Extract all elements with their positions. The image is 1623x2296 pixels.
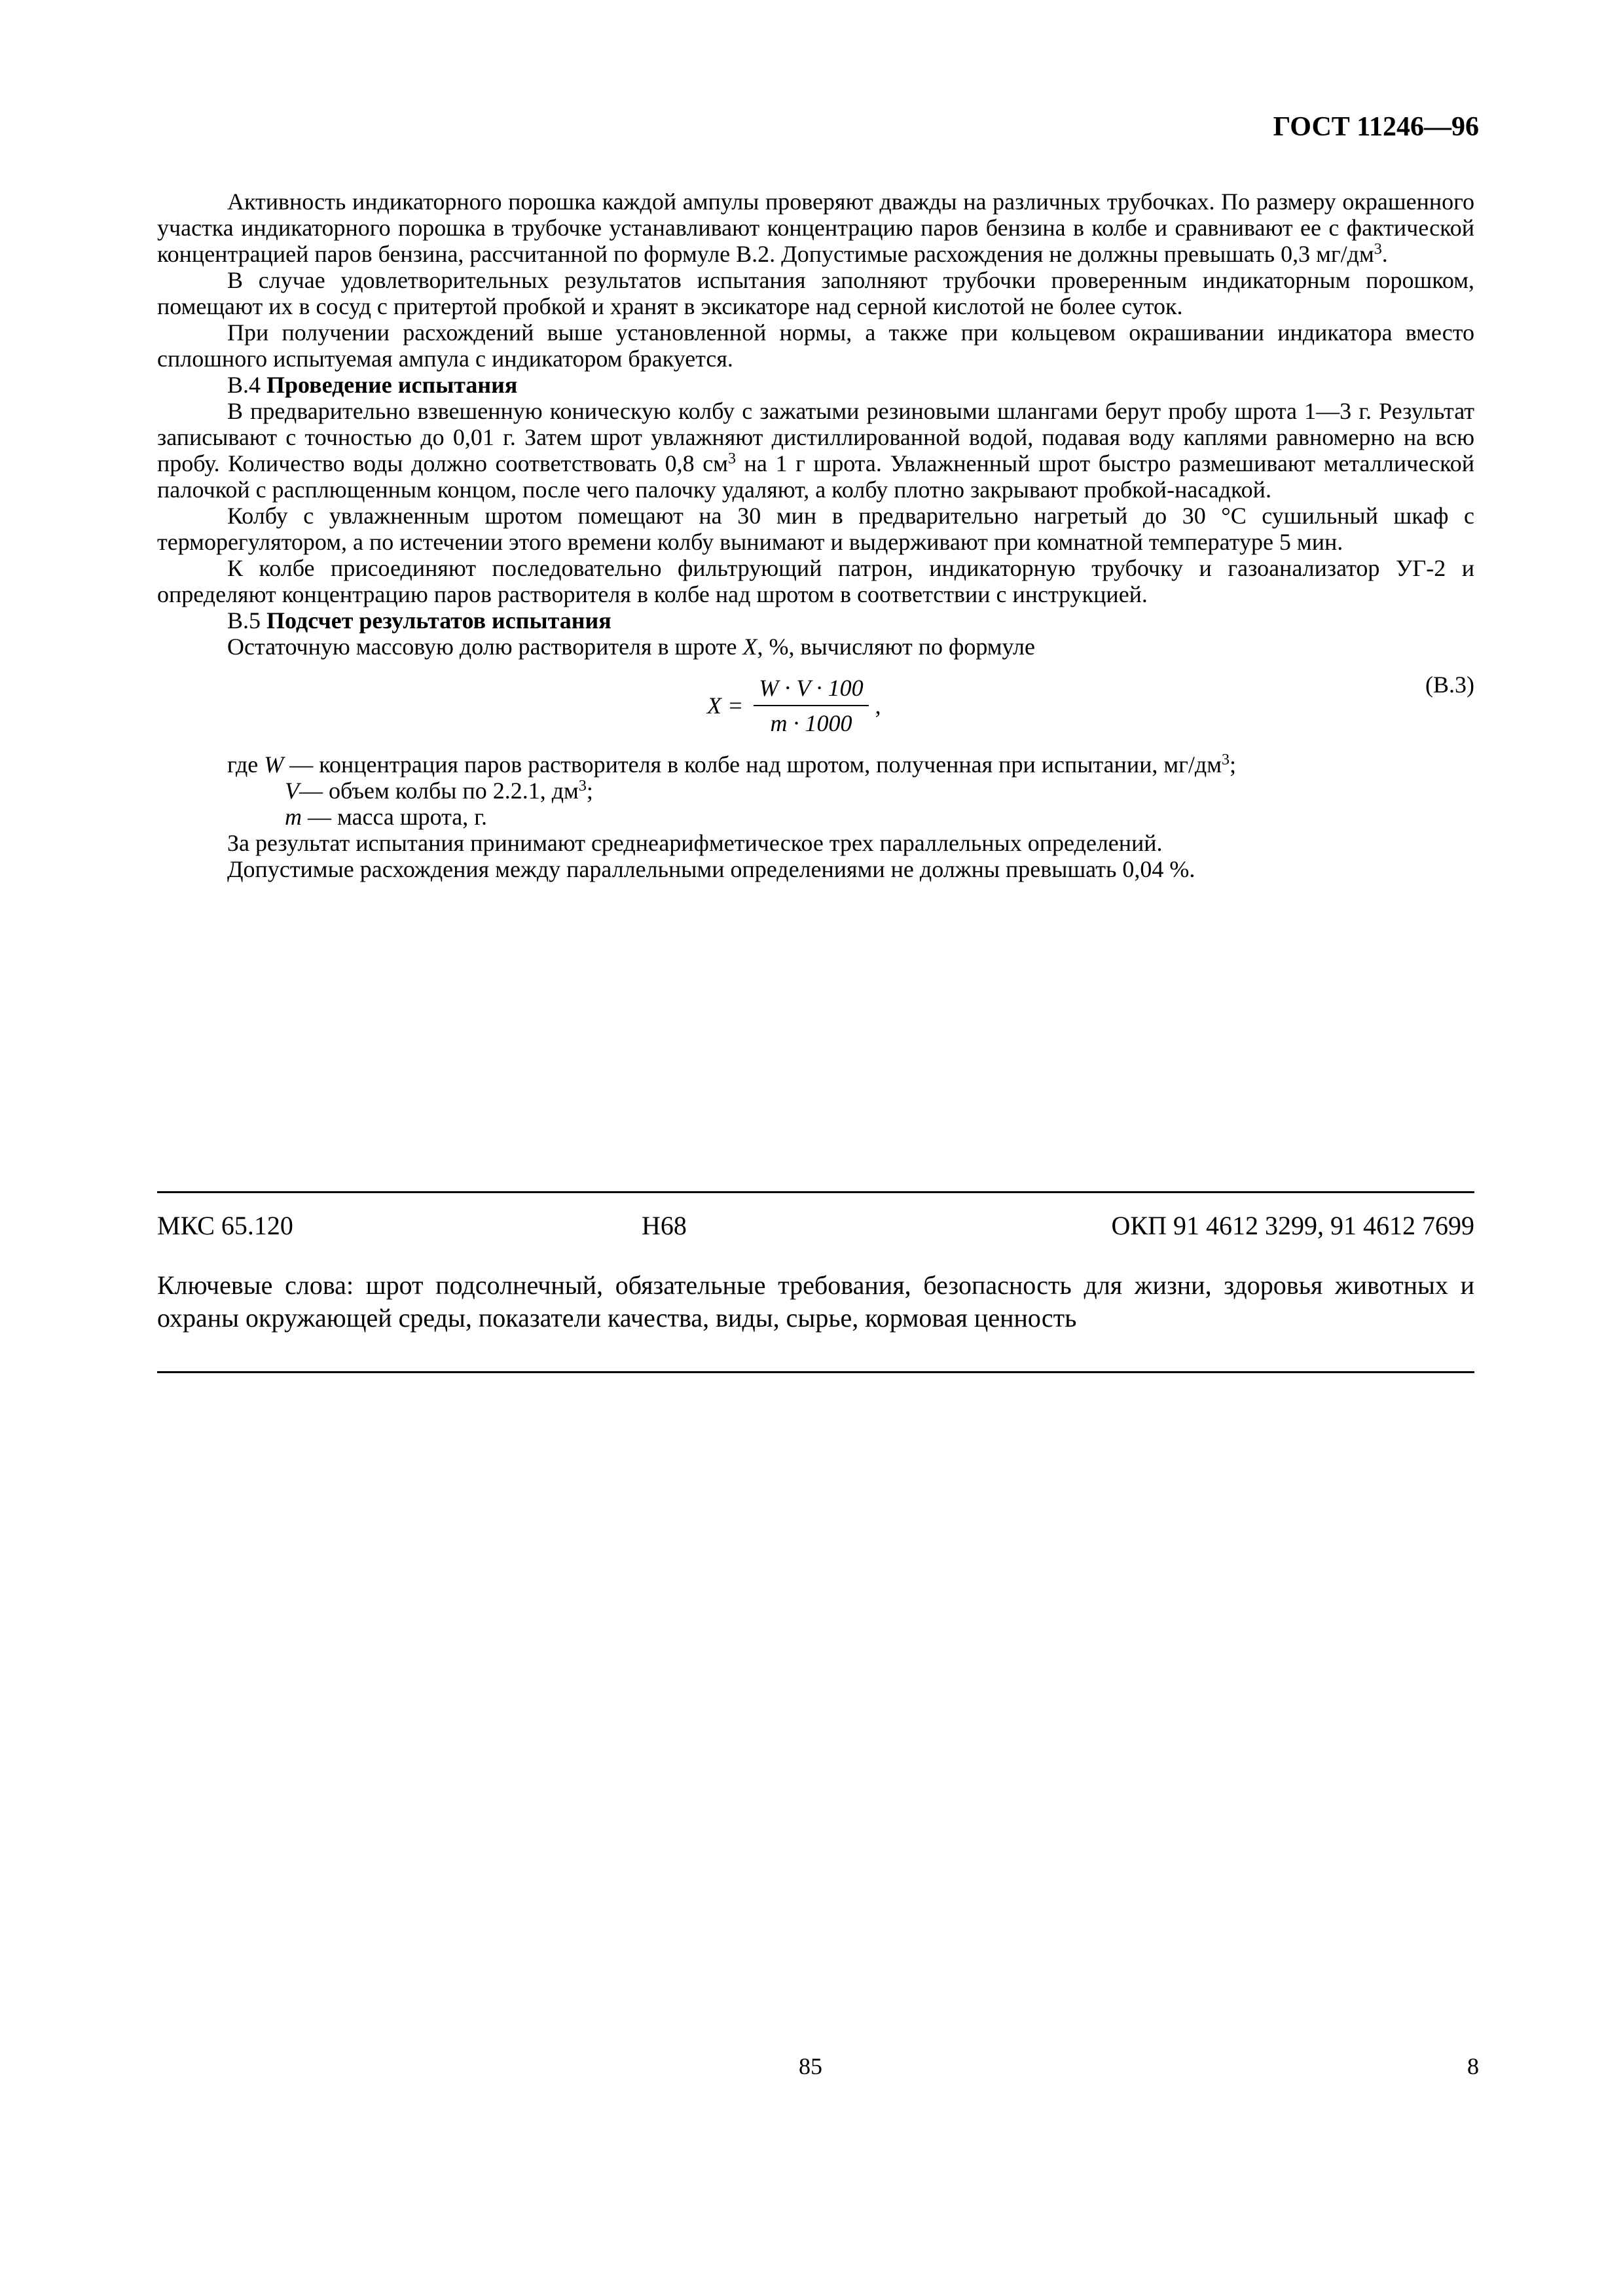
paragraph-rejection: При получении расхождений выше установленной нормы, а также при кольцевом окрашивании индикатора вместо сплошного испытуемая ампула с индикатором бракуется. (157, 319, 1474, 372)
keywords: Ключевые слова: шрот подсолнечный, обязательные требования, безопасность для жизни, здоровья животных и охраны окружающей среды, показатели качества, виды, сырье, кормовая ценность (157, 1270, 1474, 1333)
paragraph-sample-prep (157, 398, 1474, 503)
legend-text: — масса шрота, г. (302, 804, 487, 830)
paragraph-gas-analyzer: К колбе присоединяют последовательно фильтрующий патрон, индикаторную трубочку и газоанализатор УГ-2 и определяют концентрацию паров растворителя в колбе над шротом в соответствии с инструкцией. (157, 555, 1474, 607)
classification-codes (157, 1193, 1474, 1253)
paragraph-text-end: . (1381, 241, 1388, 267)
formula-numerator: W · V · 100 (754, 675, 868, 706)
paragraph-text: В предварительно взвешенную коническую колбу с зажатыми резиновыми шлангами берут пробу шрота 1—3 г. Результат записывают с точностью до 0,01 г. Затем шрот увлажняют дистиллированной водой, подавая воду каплями равномерно на всю пробу. Количество воды должно соответствовать 0,8 см (157, 398, 1474, 476)
mks-code: МКС 65.120 (157, 1211, 293, 1240)
paragraph-storage: В случае удовлетворительных результатов испытания заполняют трубочки проверенным индикаторным порошком, помещают их в сосуд с притертой пробкой и хранят в эксикаторе над серной кислотой не более суток. (157, 267, 1474, 319)
okp-code: ОКП 91 4612 3299, 91 4612 7699 (1111, 1211, 1474, 1240)
formula-b3 (707, 669, 881, 742)
section-title: Подсчет результатов испытания (266, 607, 611, 634)
paragraph-text: Остаточную массовую долю растворителя в шроте (227, 634, 743, 660)
section-number: В.5 (227, 607, 261, 634)
superscript: 3 (728, 450, 737, 467)
superscript: 3 (1222, 751, 1230, 768)
paragraph-drying: Колбу с увлажненным шротом помещают на 30 мин в предварительно нагретый до 30 °С сушильный шкаф с терморегулятором, а по истечении этого времени колбу вынимают и выдерживают при комнатной температуре 5 мин. (157, 503, 1474, 555)
document-body (157, 188, 1474, 882)
conclusion-tolerance: Допустимые расхождения между параллельными определениями не должны превышать 0,04 %. (227, 856, 1195, 882)
legend-text-end: ; (1230, 751, 1237, 778)
section-title: Проведение испытания (266, 372, 518, 398)
section-heading-b4 (157, 372, 1474, 398)
conclusion-average: За результат испытания принимают среднеарифметическое трех параллельных определений. (227, 830, 1163, 856)
superscript: 3 (1374, 241, 1382, 258)
formula-lhs: X = (707, 692, 744, 719)
formula-block (157, 669, 1474, 742)
variable-x: X (742, 634, 757, 660)
paragraph-text-end: на 1 г шрота. Увлажненный шрот быстро размешивают металлической палочкой с расплющенным концом, после чего палочку удаляют, а колбу плотно закрывают пробкой-насадкой. (157, 450, 1474, 503)
bottom-divider (157, 1371, 1474, 1373)
formula-fraction (754, 675, 868, 736)
paragraph-indicator-activity (157, 188, 1474, 267)
formula-number: (В.3) (1425, 672, 1474, 698)
document-standard-number: ГОСТ 11246—96 (1273, 112, 1479, 142)
sheet-number: 8 (1467, 2053, 1479, 2079)
section-heading-b5 (157, 607, 1474, 634)
formula-denominator: m · 1000 (770, 710, 852, 736)
legend-text-end: ; (586, 778, 593, 804)
legend-v (157, 778, 1474, 804)
variable-v: V (285, 778, 299, 804)
paragraph-formula-intro (157, 634, 1474, 660)
variable-w: W (264, 751, 284, 778)
h-code: Н68 (642, 1211, 687, 1240)
legend-where: где (227, 751, 264, 778)
paragraph-text-end: , %, вычисляют по формуле (757, 634, 1035, 660)
page-number: 85 (799, 2053, 822, 2079)
legend-text: — концентрация паров растворителя в колбе над шротом, полученная при испытании, мг/дм (283, 751, 1222, 778)
superscript: 3 (578, 778, 587, 795)
formula-trailing-comma: , (875, 692, 881, 719)
section-number: В.4 (227, 372, 261, 398)
paragraph-text: Активность индикаторного порошка каждой ампулы проверяют дважды на различных трубочках. По размеру окрашенного участка индикаторного порошка в трубочке устанавливают концентрацию паров бензина в колбе и сравнивают ее с фактической концентрацией паров бензина, рассчитанной по формуле В.2. Допустимые расхождения не должны превышать 0,3 мг/дм (157, 188, 1474, 267)
variable-m: m (285, 804, 302, 830)
legend-m (157, 804, 1474, 830)
legend-text: — объем колбы по 2.2.1, дм (299, 778, 579, 804)
classification-footer (157, 1191, 1474, 1373)
legend-w (157, 751, 1474, 778)
